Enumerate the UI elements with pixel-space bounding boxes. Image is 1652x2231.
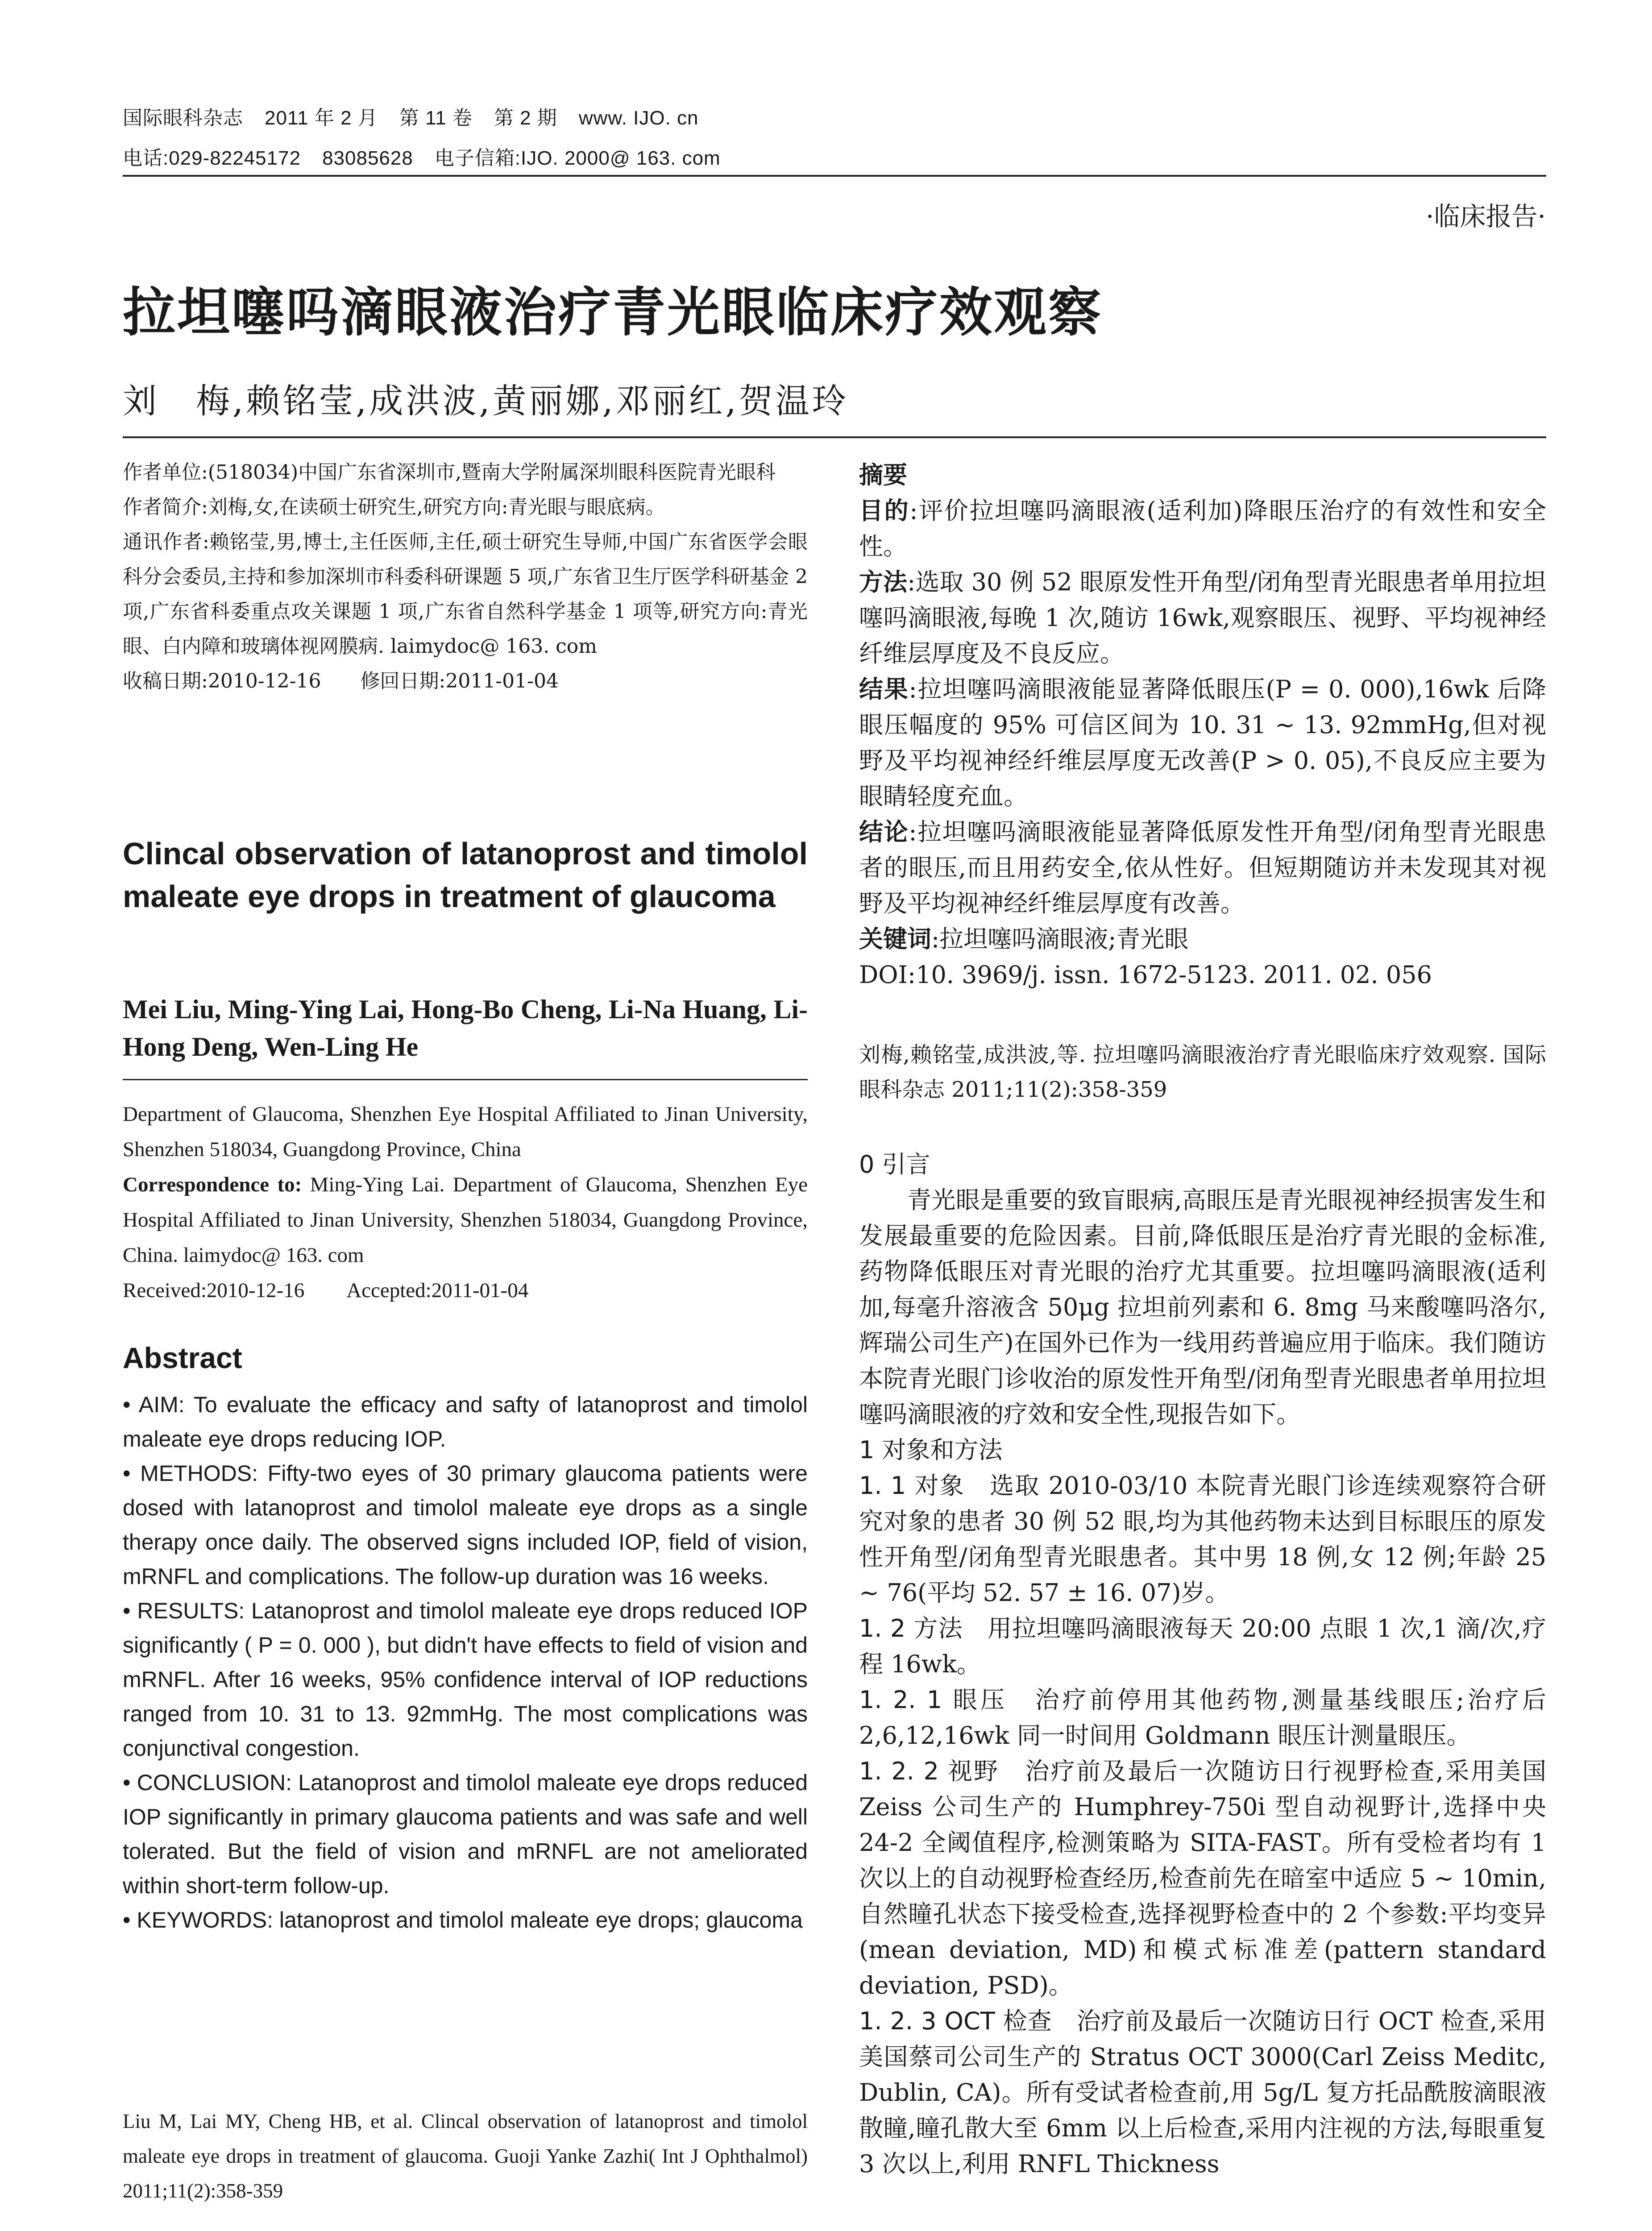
journal-header-line2: [123, 142, 742, 170]
english-dates: Received:2010-12-16 Accepted:2011-01-04: [123, 1279, 529, 1302]
conclusion-text-cn: :拉坦噻吗滴眼液能显著降低原发性开角型/闭角型青光眼患者的眼压,而且用药安全,依从性好。但短期随访并未发现其对视野及平均视神经纤维层厚度有改善。: [859, 818, 1547, 917]
section-label: ·临床报告·: [1426, 201, 1546, 232]
intro-heading: 0 引言: [859, 1150, 930, 1178]
article-title: 拉坦噻吗滴眼液治疗青光眼临床疗效观察: [123, 282, 1103, 343]
website: www. IJO. cn: [578, 107, 699, 129]
section-1-2-text: 用拉坦噻吗滴眼液每天 20:00 点眼 1 次,1 滴/次,疗程 16wk。: [859, 1614, 1546, 1678]
chinese-citation-text: 刘梅,赖铭莹,成洪波,等. 拉坦噻吗滴眼液治疗青光眼临床疗效观察. 国际眼科杂志 2011;11(2):358-359: [859, 1042, 1546, 1102]
author-intro: 作者简介:刘梅,女,在读硕士研究生,研究方向:青光眼与眼底病。: [123, 496, 665, 518]
english-citation: [123, 2104, 808, 2208]
english-abstract: [123, 1388, 808, 1937]
issue-date: 2011 年 2 月: [265, 107, 378, 129]
abstract-conclusion-cn: [859, 814, 1546, 921]
abstract-methods: • METHODS: Fifty-two eyes of 30 primary glaucoma patients were dosed with latanoprost and timolol maleate eye drops as a single therapy once daily. The observed signs included IOP, field of vision, mRNFL and complications. The follow-up duration was 16 weeks.: [123, 1461, 808, 1589]
english-affiliation: [123, 1097, 808, 1308]
abstract-keywords-cn: [859, 921, 1546, 957]
author-info: [123, 455, 808, 699]
section-1-1-label: 1. 1 对象: [859, 1472, 965, 1500]
english-department: Department of Glaucoma, Shenzhen Eye Hospital Affiliated to Jinan University, Shenzhen 518034, Guangdong Province, China: [123, 1103, 808, 1161]
section-1-2-2-label: 1. 2. 2 视野: [859, 1757, 1000, 1785]
abstract-heading: Abstract: [123, 1341, 242, 1374]
english-authors: Mei Liu, Ming-Ying Lai, Hong-Bo Cheng, Li-Na Huang, Li-Hong Deng, Wen-Ling He: [123, 995, 808, 1062]
journal-header-line1: [123, 102, 720, 130]
phone: 电话:029-82245172: [123, 147, 301, 169]
authors-rule: [123, 436, 1546, 438]
section-1-2-1-label: 1. 2. 1 眼压: [859, 1686, 1008, 1714]
chinese-citation: [859, 1037, 1546, 1107]
section-1-1: [859, 1468, 1546, 1611]
chinese-abstract-heading: [859, 457, 1546, 493]
abstract-keywords: • KEYWORDS: latanoprost and timolol maleate eye drops; glaucoma: [123, 1908, 803, 1932]
section-1-2-1-text: 治疗前停用其他药物,测量基线眼压;治疗后 2,6,12,16wk 同一时间用 Goldmann 眼压计测量眼压。: [859, 1686, 1546, 1750]
section-1-2: [859, 1611, 1546, 1682]
conclusion-label-cn: 结论: [859, 818, 909, 846]
journal-name: 国际眼科杂志: [123, 107, 243, 129]
abstract-aim-cn: [859, 493, 1546, 564]
email: 电子信箱:IJO. 2000@ 163. com: [434, 147, 721, 169]
section-1-2-3-text: 治疗前及最后一次随访日行 OCT 检查,采用美国蔡司公司生产的 Stratus OCT 3000(Carl Zeiss Meditc, Dublin, CA)。所有受试者检查前,用 5g/L 复方托品酰胺滴眼液散瞳,瞳孔散大至 6mm 以上后检查,采用内注视的方法,每眼重复 3 次以上,利用 RNFL Thickness: [859, 2007, 1546, 2178]
article-body: [859, 1147, 1546, 2182]
section-1-2-1: [859, 1682, 1546, 1754]
section-1-2-3-label: 1. 2. 3 OCT 检查: [859, 2007, 1052, 2035]
affiliation: 作者单位:(518034)中国广东省深圳市,暨南大学附属深圳眼科医院青光眼科: [123, 461, 776, 484]
issue: 第 2 期: [494, 107, 557, 129]
volume: 第 11 卷: [399, 107, 473, 129]
phone-2: 83085628: [322, 147, 413, 169]
doi: DOI:10. 3969/j. issn. 1672-5123. 2011. 02. 056: [859, 961, 1432, 989]
abstract-aim: • AIM: To evaluate the efficacy and safty of latanoprost and timolol maleate eye drops reducing IOP.: [123, 1392, 808, 1451]
section-1-1-text: 选取 2010-03/10 本院青光眼门诊连续观察符合研究对象的患者 30 例 52 眼,均为其他药物未达到目标眼压的原发性开角型/闭角型青光眼患者。其中男 18 例,女 12 例;年龄 25 ~ 76(平均 52. 57 ± 16. 07)岁。: [859, 1472, 1546, 1607]
results-text-cn: :拉坦噻吗滴眼液能显著降低眼压(P = 0. 000),16wk 后降眼压幅度的 95% 可信区间为 10. 31 ~ 13. 92mmHg,但对视野及平均视神经纤维层厚度无改善(P > 0. 05),不良反应主要为眼睛轻度充血。: [859, 675, 1547, 810]
english-citation-text: Liu M, Lai MY, Cheng HB, et al. Clincal observation of latanoprost and timolol maleate eye drops in treatment of glaucoma. Guoji Yanke Zazhi( Int J Ophthalmol) 2011;11(2):358-359: [123, 2110, 808, 2202]
aim-text-cn: :评价拉坦噻吗滴眼液(适利加)降眼压治疗的有效性和安全性。: [859, 497, 1546, 560]
methods-text-cn: :选取 30 例 52 眼原发性开角型/闭角型青光眼患者单用拉坦噻吗滴眼液,每晚 1 次,随访 16wk,观察眼压、视野、平均视神经纤维层厚度及不良反应。: [859, 568, 1546, 668]
section-1-2-3: [859, 2003, 1546, 2182]
abstract-results: • RESULTS: Latanoprost and timolol maleate eye drops reduced IOP significantly ( P = 0. 000 ), but didn't have effects to field of vision and mRNFL. After 16 weeks, 95% confidence interval of IOP reductions ranged from 10. 31 to 13. 92mmHg. The most complications was conjunctival congestion.: [123, 1598, 808, 1761]
header-rule: [123, 175, 1546, 177]
correspondence-label: Correspondence to:: [123, 1173, 302, 1196]
english-correspondence: [123, 1167, 808, 1273]
results-label-cn: 结果: [859, 675, 909, 703]
received-dates: 收稿日期:2010-12-16 修回日期:2011-01-04: [123, 670, 559, 693]
section-1-2-2-text: 治疗前及最后一次随访日行视野检查,采用美国 Zeiss 公司生产的 Humphrey-750i 型自动视野计,选择中央 24-2 全阈值程序,检测策略为 SITA-FAST。所有受检者均有 1 次以上的自动视野检查经历,检查前先在暗室中适应 5 ~ 10min,自然瞳孔状态下接受检查,选择视野检查中的 2 个参数:平均变异(mean deviation, MD)和模式标准差(pattern standard deviation, PSD)。: [859, 1757, 1546, 1999]
keywords-text-cn: :拉坦噻吗滴眼液;青光眼: [931, 925, 1189, 953]
correspondence-text: Ming-Ying Lai. Department of Glaucoma, Shenzhen Eye Hospital Affiliated to Jinan University, Shenzhen 518034, Guangdong Province, China. laimydoc@ 163. com: [123, 1173, 808, 1267]
abstract-results-cn: [859, 672, 1546, 814]
chinese-abstract: [859, 457, 1546, 993]
english-title: Clincal observation of latanoprost and timolol maleate eye drops in treatment of glaucoma: [123, 836, 808, 914]
section-1-heading: 1 对象和方法: [859, 1436, 1003, 1464]
abstract-conclusion: • CONCLUSION: Latanoprost and timolol maleate eye drops reduced IOP significantly in primary glaucoma patients and was safe and well tolerated. But the field of vision and mRNFL are not ameliorated within short-term follow-up.: [123, 1770, 808, 1898]
article-authors: 刘 梅,赖铭莹,成洪波,黄丽娜,邓丽红,贺温玲: [123, 381, 849, 421]
section-1-2-label: 1. 2 方法: [859, 1614, 963, 1642]
methods-label-cn: 方法: [859, 568, 908, 596]
section-1-2-2: [859, 1754, 1546, 2003]
correspondence: 通讯作者:赖铭莹,男,博士,主任医师,主任,硕士研究生导师,中国广东省医学会眼科分会委员,主持和参加深圳市科委科研课题 5 项,广东省卫生厅医学科研基金 2 项,广东省科委重点攻关课题 1 项,广东省自然科学基金 1 项等,研究方向:青光眼、白内障和玻璃体视网膜病. laimydoc@ 163. com: [123, 531, 808, 658]
intro-paragraph: 青光眼是重要的致盲眼病,高眼压是青光眼视神经损害发生和发展最重要的危险因素。目前,降低眼压是治疗青光眼的金标准,药物降低眼压对青光眼的治疗尤其重要。拉坦噻吗滴眼液(适利加,每毫升溶液含 50μg 拉坦前列素和 6. 8mg 马来酸噻吗洛尔,辉瑞公司生产)在国外已作为一线用药普遍应用于临床。我们随访本院青光眼门诊收治的原发性开角型/闭角型青光眼患者单用拉坦噻吗滴眼液的疗效和安全性,现报告如下。: [859, 1186, 1546, 1428]
keywords-label-cn: 关键词: [859, 925, 931, 953]
aim-label-cn: 目的: [859, 497, 910, 525]
abstract-heading-cn: 摘要: [859, 461, 907, 489]
english-authors-rule: [123, 1079, 808, 1080]
abstract-methods-cn: [859, 564, 1546, 672]
